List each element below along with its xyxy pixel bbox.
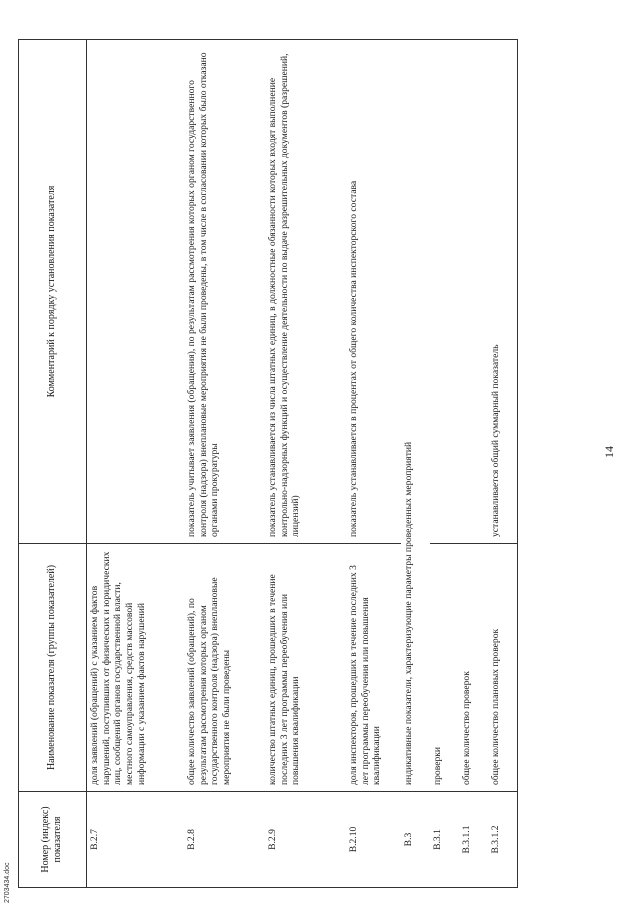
table-row xyxy=(488,40,518,888)
row-comment: показатель устанавливается в процентах от общего количества инспекторского состава xyxy=(346,40,401,544)
row-number: B.2.10 xyxy=(346,792,401,888)
row-number: B.3.1.2 xyxy=(488,792,518,888)
row-name: общее количество плановых проверок xyxy=(488,544,518,792)
table-row xyxy=(430,40,459,888)
table-header-row xyxy=(19,40,87,888)
table-row xyxy=(346,40,401,888)
row-number: B.2.7 xyxy=(87,792,185,888)
row-name: общее количество заявлений (обращений), по результатам рассмотрения которых органом государственного контроля (надзора) внеплановые мероприятия не были проведены xyxy=(184,544,265,792)
row-name: доля инспекторов, прошедших в течение последних 3 лет программы переобучения или повышения квалификации xyxy=(346,544,401,792)
row-name: проверки xyxy=(430,544,459,792)
row-group-title: индикативные показатели, характеризующие параметры проведенных мероприятий xyxy=(401,40,430,792)
row-comment xyxy=(430,40,459,544)
table-row xyxy=(87,40,185,888)
indicators-table xyxy=(18,39,518,888)
row-comment: показатель учитывает заявления (обращения), по результатам рассмотрения которых органом государственного контроля (надзора) внеплановые мероприятия не были проведены, в том числе в согласовании которых было отказано органами прокуратуры xyxy=(184,40,265,544)
row-comment: устанавливается общий суммарный показатель xyxy=(488,40,518,544)
row-comment: показатель устанавливается из числа штатных единиц, в должностные обязанности которых входят выполнение контрольно-надзорных функций и осуществление деятельности по выдаче разрешительных документов (разрешений, лицензий) xyxy=(265,40,346,544)
header-number: Номер (индекс) показателя xyxy=(19,792,87,888)
row-name: доля заявлений (обращений) с указанием фактов нарушений, поступивших от физических и юридических лиц, сообщений органов государственной власти, местного самоуправления, средств массовой информации с указанием фактов нарушений xyxy=(87,544,185,792)
table-row xyxy=(184,40,265,888)
row-comment xyxy=(87,40,185,544)
row-number: B.2.8 xyxy=(184,792,265,888)
header-name: Наименование показателя (группы показателей) xyxy=(19,544,87,792)
table-row xyxy=(265,40,346,888)
row-number: B.3.1 xyxy=(430,792,459,888)
header-comment: Комментарий к порядку установления показателя xyxy=(19,40,87,544)
row-comment xyxy=(459,40,488,544)
table-row xyxy=(401,40,430,888)
row-number: B.2.9 xyxy=(265,792,346,888)
row-number: B.3 xyxy=(401,792,430,888)
table-row xyxy=(459,40,488,888)
row-name: общее количество проверок xyxy=(459,544,488,792)
row-name: количество штатных единиц, прошедших в течение последних 3 лет программы переобучения или повышения квалификации xyxy=(265,544,346,792)
page-number: 14 xyxy=(602,446,616,458)
row-number: B.3.1.1 xyxy=(459,792,488,888)
document-id: 2703434.doc xyxy=(4,862,11,903)
